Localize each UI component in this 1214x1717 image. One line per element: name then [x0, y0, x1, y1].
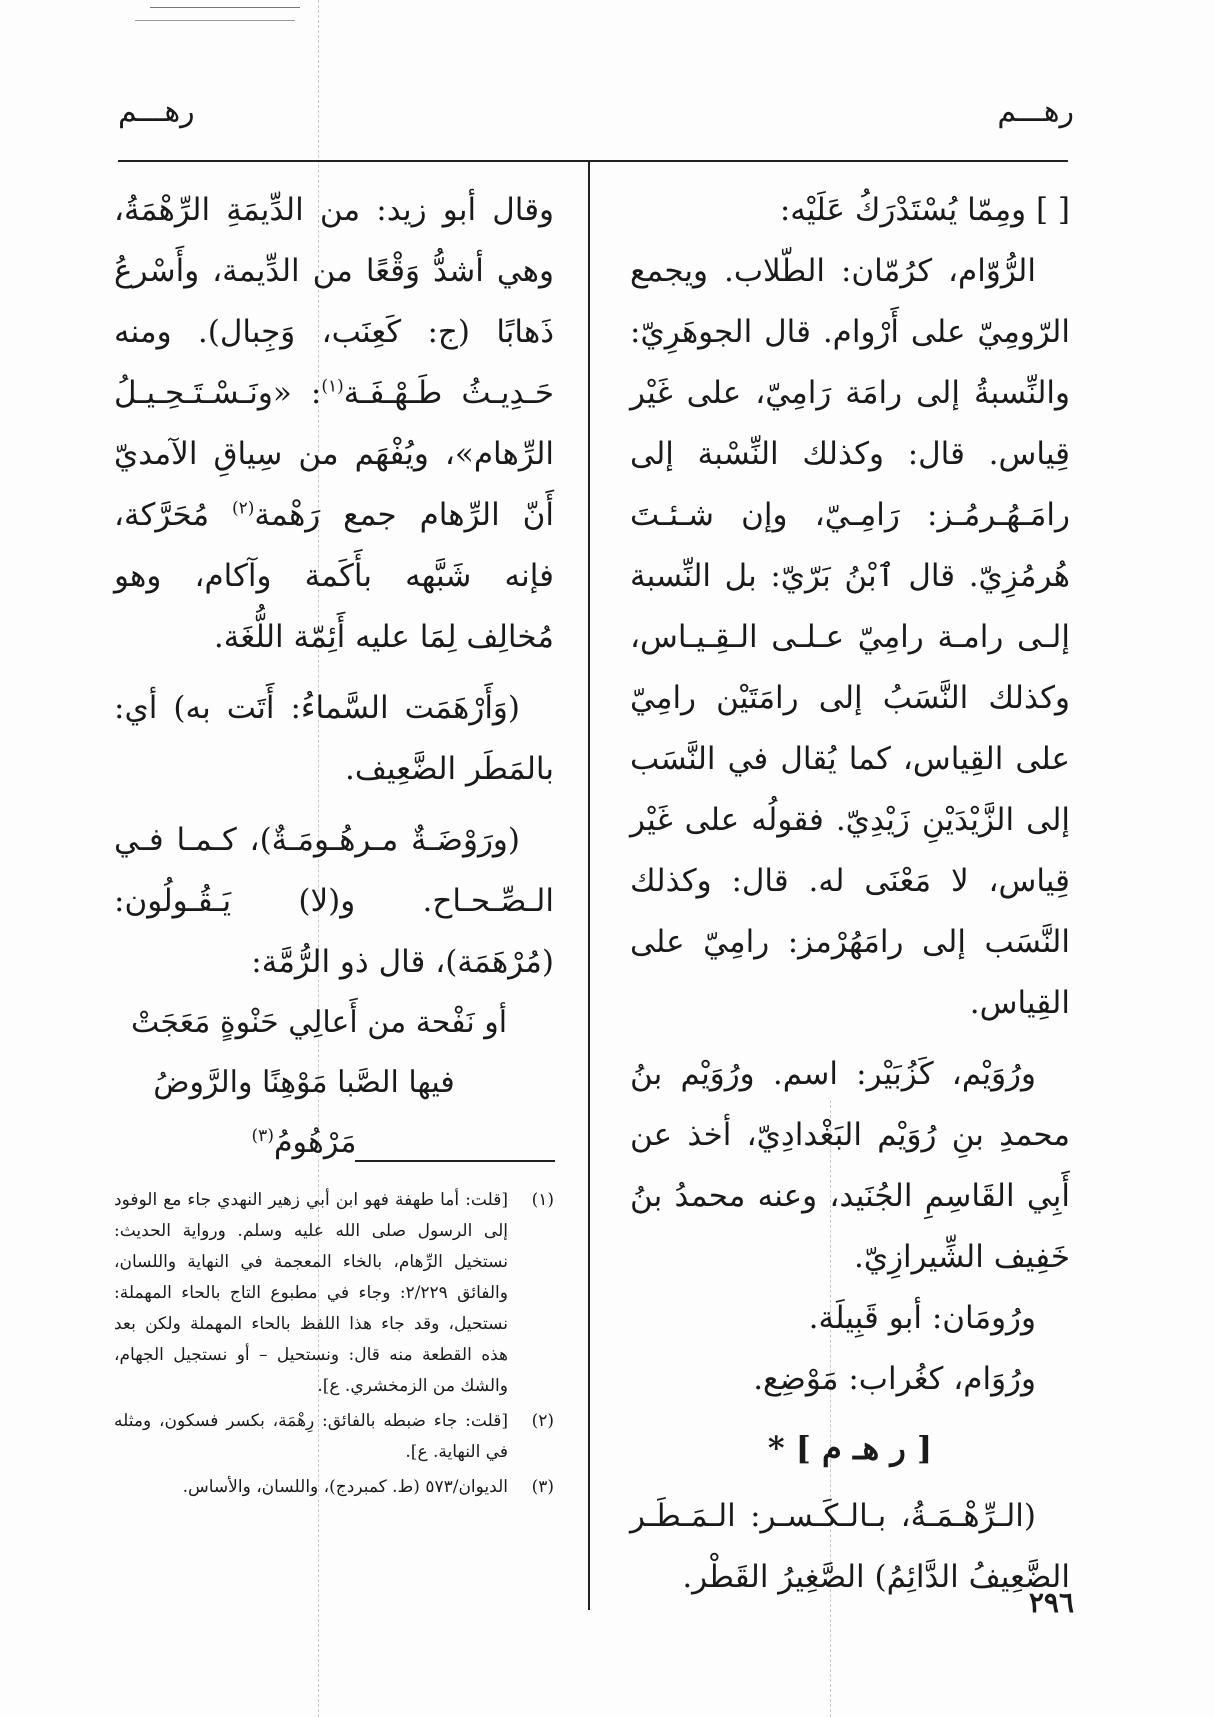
- right-column: [630, 180, 1070, 1608]
- footnote-rule: [355, 1160, 555, 1162]
- page-number: ٢٩٦: [1028, 1586, 1074, 1619]
- verse-line-2: [114, 1053, 554, 1173]
- footnote-ref-2[interactable]: (٢): [231, 498, 255, 519]
- paragraph-ruman: ورُومَان: أبو قَبِيلَة.: [808, 1300, 1036, 1336]
- entry-heading: [ ر هـ م ] *: [767, 1429, 933, 1467]
- paragraph-ruwam: ورُوَام، كغُراب: مَوْضِع.: [753, 1361, 1036, 1397]
- scan-artifact-line: [150, 7, 300, 8]
- header-rule: [118, 160, 1068, 162]
- paragraph-abu-zayd-part3: مُحَرَّكة، فإنه شَبَّهه بأَكَمة وآكام، وهو مُخالِف لِمَا عليه أَئِمّة اللُّغَة.: [114, 497, 554, 655]
- footnote: [114, 1406, 554, 1468]
- paragraph-ruwwam: الرُّوّام، كرُمّان: الطّلاب. ويجمع الرّومِيّ على أَرْوام. قال الجوهَرِيّ: والنِّسبةُ إلى رامَة رَامِيّ، على غَيْر قِياس. قال: وكذلك النِّسْبة إلى رامَـهُـرمُـز: رَامِـيّ، وإن شـئـتَ هُرمُزِيّ. قال ٱبْنُ بَرّيّ: بل النِّسبة إلـى رامـة رامِيّ عـلـى الـقِـيـاس، وكذلك النَّسَبُ إلى رامَتَيْن رامِيّ على القِياس، كما يُقال في النَّسَب إلى الزَّيْدَيْنِ زَيْدِيّ. فقولُه على غَيْر قِياس، لا مَعْنَى له. قال: وكذلك النَّسَب إلى رامَهُرْمز: رامِيّ على القِياس.: [630, 253, 1070, 1021]
- footnote-ref-1[interactable]: (١): [321, 376, 344, 397]
- footnote: [114, 1472, 554, 1503]
- paragraph-rawda: (ورَوْضَـةٌ مـرهُـومَـةٌ)، كـمـا فـي الـصِّـحـاح. و(لا) يَـقُـولُون: (مُرْهَمَة)، قال ذو الرُّمَّة:: [114, 822, 554, 980]
- running-head-right: رهـــم: [997, 94, 1074, 129]
- left-column: [114, 180, 554, 1173]
- footnotes: [114, 1185, 554, 1507]
- paragraph-ruwaym: ورُوَيْم، كَزُبَيْر: اسم. ورُوَيْم بنُ محمدِ بنِ رُوَيْم البَغْدادِيّ، أخذ عن أَبِي القَاسِمِ الجُنَيد، وعنه محمدُ بنُ خَفِيف الشِّيرازِيّ.: [630, 1056, 1070, 1275]
- verse-line-2-text: فيها الصَّبا مَوْهِنًا والرَّوضُ مَرْهُومُ: [153, 1065, 455, 1160]
- footnote: [114, 1185, 554, 1402]
- footnote-text: [قلت: أما طهفة فهو ابن أبي زهير النهدي جاء مع الوفود إلى الرسول صلى الله عليه وسلم. ورواية الحديث: نستخيل الرِّهام، بالخاء المعجمة في النهاية واللسان، والفائق ٢/٢٢٩: وجاء في مطبوع التاج بالحاء المهملة: نستحيل، وقد جاء هذا اللفظ بالحاء المهملة ولكن بعد هذه القطعة منه قال: ونستحيل – أو نستجيل الجهام، والشك من الزمخشري. ع].: [114, 1190, 508, 1396]
- footnote-number: (٣): [531, 1477, 554, 1497]
- footnote-number: (٢): [531, 1411, 554, 1431]
- entry-definition: (الـرِّهْـمَـةُ، بـالـكَـسـر: الـمَـطَـر الضَّعِيفُ الدَّائِمُ) الصَّغِيرُ القَطْر.: [630, 1498, 1070, 1595]
- paragraph-arhamat: (وَأَرْهَمَت السَّماءُ: أَتَت به) أي: بالمَطَر الضَّعِيف.: [114, 690, 554, 787]
- paragraph-abu-zayd: [114, 180, 554, 668]
- footnote-text: الديوان/٥٧٣ (ط. كمبردج)، واللسان، والأساس.: [182, 1477, 508, 1497]
- paragraph-abu-zayd-part2: : «ونَـسْـتَـحِـيـلُ الرِّهام»، ويُفْهَم من سِياقِ الآمديّ أَنّ الرِّهام جمع رَهْمة: [114, 375, 554, 533]
- running-head-left: رهـــم: [118, 94, 195, 129]
- footnote-number: (١): [531, 1190, 554, 1210]
- scan-artifact-line: [135, 20, 295, 21]
- paragraph-abu-zayd-part1: وقال أبو زيد: من الدِّيمَةِ الرِّهْمَةُ، وهي أشدُّ وَقْعًا من الدِّيمة، وأَسْرعُ ذَهابًا (ج: كَعِنَب، وَجِبال). ومنه حَـدِيـثُ طَـهْـفَـة: [114, 192, 555, 411]
- verse-line-1: أو نَفْحة من أَعالِي حَنْوةٍ مَعَجَتْ: [130, 1005, 508, 1040]
- footnote-text: [قلت: جاء ضبطه بالفائق: رِهْمَة، بكسر فسكون، ومثله في النهاية. ع].: [114, 1411, 508, 1462]
- column-divider: [588, 160, 590, 1610]
- footnote-ref-3[interactable]: (٣): [251, 1126, 274, 1146]
- supplement-heading: [ ] ومِمّا يُسْتَدْرَكُ عَلَيْه:: [779, 192, 1070, 228]
